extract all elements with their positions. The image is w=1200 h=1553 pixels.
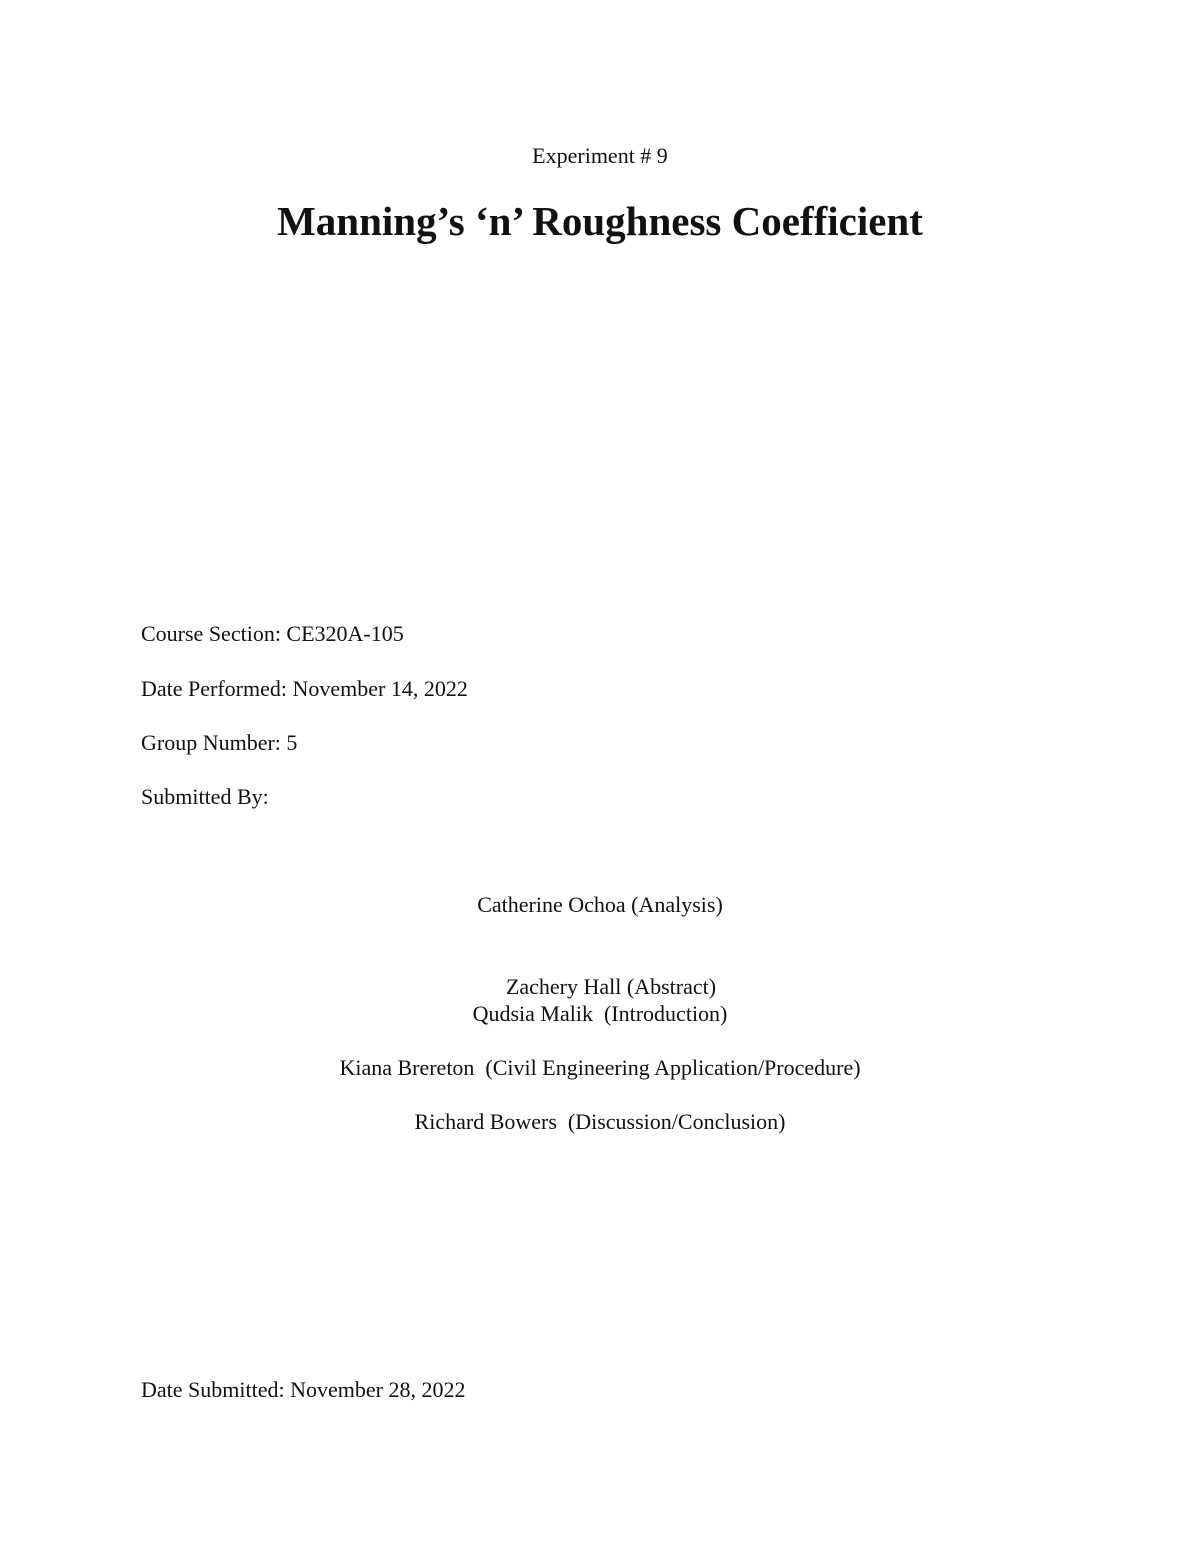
- date-performed: Date Performed: November 14, 2022: [141, 676, 468, 701]
- group-number: Group Number: 5: [141, 730, 298, 755]
- member-item: Richard Bowers (Discussion/Conclusion): [414, 1109, 786, 1134]
- member-item: Catherine Ochoa (Analysis): [477, 892, 723, 917]
- date-submitted: Date Submitted: November 28, 2022: [141, 1377, 466, 1402]
- submitted-by-label: Submitted By:: [141, 784, 269, 809]
- page-title: Manning’s ‘n’ Roughness Coefficient: [277, 198, 923, 244]
- course-section: Course Section: CE320A-105: [141, 621, 404, 646]
- experiment-number: Experiment # 9: [532, 143, 668, 168]
- member-item: Qudsia Malik (Introduction): [472, 1001, 728, 1026]
- member-item-text: Zachery Hall (Abstract): [505, 974, 717, 999]
- member-item: Kiana Brereton (Civil Engineering Application/Procedure): [339, 1055, 861, 1080]
